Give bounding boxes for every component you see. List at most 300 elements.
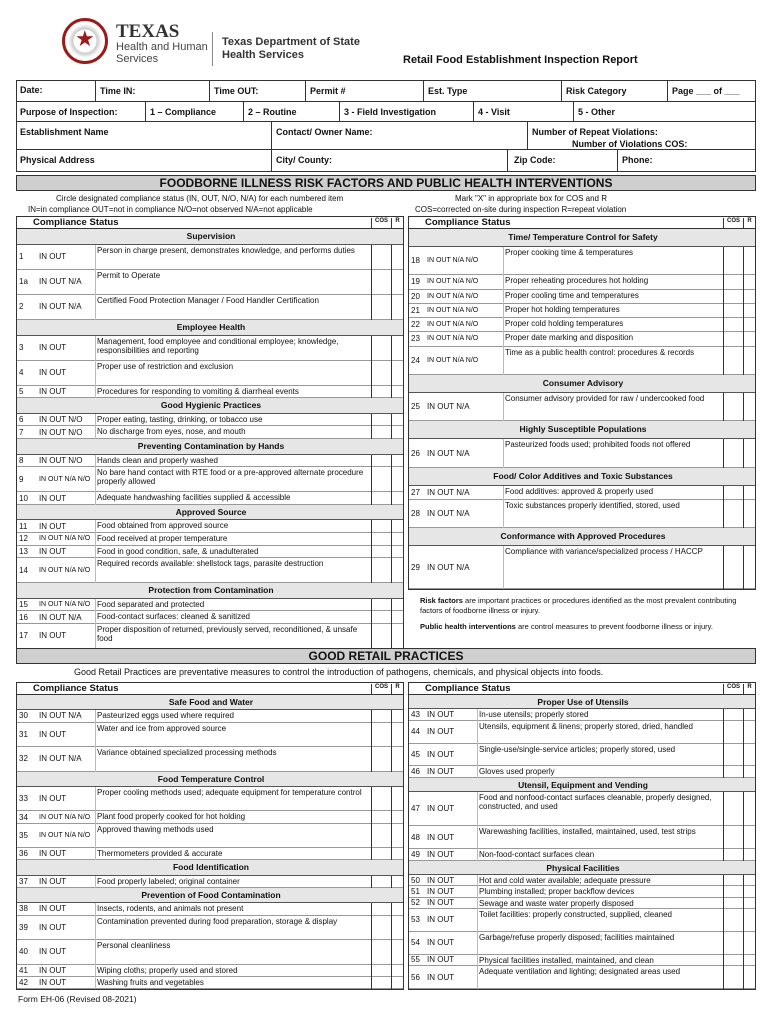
section-heading: Food/ Color Additives and Toxic Substances — [409, 468, 756, 486]
cos-checkbox[interactable] — [723, 966, 743, 989]
status-options[interactable]: IN OUT — [39, 729, 67, 739]
item-row-28 — [409, 500, 756, 529]
cos-checkbox[interactable] — [371, 611, 391, 624]
section-heading: Safe Food and Water — [17, 695, 404, 710]
item-number: 18 — [411, 256, 420, 266]
item-row-26 — [409, 439, 756, 468]
status-options[interactable]: IN OUT N/A — [39, 612, 82, 622]
cos-checkbox[interactable] — [723, 849, 743, 860]
status-options[interactable]: IN OUT N/A — [39, 302, 82, 312]
repeat-checkbox[interactable] — [743, 275, 755, 289]
item-row-6 — [17, 414, 404, 427]
repeat-checkbox[interactable] — [391, 965, 403, 977]
item-row-24 — [409, 347, 756, 376]
physical-address-field[interactable]: Physical Address — [20, 155, 95, 165]
item-description: Adequate handwashing facilities supplied & accessible — [97, 493, 291, 503]
item-row-8 — [17, 455, 404, 468]
logo-divider — [212, 32, 213, 66]
cos-checkbox[interactable] — [371, 386, 391, 399]
repeat-checkbox[interactable] — [391, 811, 403, 823]
repeat-checkbox[interactable] — [743, 875, 755, 886]
status-divider — [477, 932, 478, 955]
repeat-checkbox[interactable] — [391, 824, 403, 849]
item-number: 8 — [19, 455, 24, 465]
repeat-checkbox[interactable] — [743, 546, 755, 589]
item-row-52 — [409, 898, 756, 909]
item-row-10 — [17, 492, 404, 505]
status-options[interactable]: IN OUT N/A — [39, 711, 82, 721]
permit-field[interactable]: Permit # — [310, 86, 346, 96]
repeat-checkbox[interactable] — [743, 290, 755, 304]
repeat-checkbox[interactable] — [743, 849, 755, 860]
repeat-checkbox[interactable] — [391, 533, 403, 546]
compliance-header — [17, 683, 404, 695]
repeat-checkbox[interactable] — [391, 414, 403, 427]
repeat-checkbox[interactable] — [391, 903, 403, 915]
cos-checkbox[interactable] — [371, 965, 391, 977]
item-description: Utensils, equipment & linens; properly stored, dried, handled — [479, 721, 693, 731]
cos-checkbox[interactable] — [723, 500, 743, 529]
status-options[interactable]: IN OUT — [427, 832, 455, 842]
purpose-other[interactable]: 5 - Other — [578, 107, 616, 117]
time-out-field[interactable]: Time OUT: — [214, 86, 259, 96]
item-number: 31 — [19, 729, 28, 739]
cos-checkbox[interactable] — [371, 455, 391, 468]
status-options[interactable]: IN OUT N/A — [427, 402, 470, 412]
repeat-checkbox[interactable] — [743, 393, 755, 422]
item-number: 13 — [19, 546, 28, 556]
cos-checkbox[interactable] — [723, 932, 743, 955]
cos-heading: COS — [371, 218, 391, 229]
repeat-checkbox[interactable] — [391, 977, 403, 989]
status-options[interactable]: IN OUT — [39, 521, 67, 531]
status-options[interactable]: IN OUT — [427, 749, 455, 759]
cos-checkbox[interactable] — [723, 875, 743, 886]
item-number: 19 — [411, 277, 420, 287]
item-number: 36 — [19, 849, 28, 859]
item-row-11 — [17, 520, 404, 533]
item-number: 9 — [19, 474, 24, 484]
status-options[interactable]: IN OUT — [39, 965, 67, 975]
item-row-18 — [409, 247, 756, 276]
repeat-checkbox[interactable] — [391, 624, 403, 649]
r-heading: R — [391, 684, 403, 695]
purpose-routine[interactable]: 2 – Routine — [248, 107, 297, 117]
status-options[interactable]: IN OUT N/A N/O — [427, 292, 479, 300]
repeat-checkbox[interactable] — [391, 492, 403, 505]
status-divider — [95, 295, 96, 320]
status-divider — [95, 611, 96, 624]
cos-checkbox[interactable] — [723, 955, 743, 966]
status-options[interactable]: IN OUT N/O — [39, 455, 83, 465]
item-description: Plumbing installed; proper backflow devices — [479, 887, 635, 897]
cos-checkbox[interactable] — [371, 467, 391, 492]
cos-checkbox[interactable] — [371, 414, 391, 427]
time-in-field[interactable]: Time IN: — [100, 86, 136, 96]
item-description: Food properly labeled; original container — [97, 876, 240, 886]
repeat-checkbox[interactable] — [391, 747, 403, 772]
section-heading: Time/ Temperature Control for Safety — [409, 229, 756, 247]
status-divider — [95, 270, 96, 295]
repeat-checkbox[interactable] — [391, 455, 403, 468]
cos-checkbox[interactable] — [723, 486, 743, 500]
repeat-checkbox[interactable] — [743, 898, 755, 909]
status-divider — [477, 909, 478, 932]
city-county-field[interactable]: City/ County: — [276, 155, 332, 165]
cos-checkbox[interactable] — [723, 393, 743, 422]
status-options[interactable]: IN OUT — [427, 886, 455, 896]
grp-intro: Good Retail Practices are preventative measures to control the introduction of pathogens, chemicals, and physical objects into foods. — [74, 667, 604, 677]
status-options[interactable]: IN OUT N/A N/O — [39, 813, 91, 821]
item-description: Proper reheating procedures hot holding — [505, 276, 649, 286]
repeat-checkbox[interactable] — [391, 295, 403, 320]
repeat-checkbox[interactable] — [391, 426, 403, 439]
repeat-checkbox[interactable] — [391, 270, 403, 295]
repeat-checkbox[interactable] — [743, 318, 755, 332]
item-description: Food separated and protected — [97, 599, 205, 609]
item-description: In-use utensils; properly stored — [479, 710, 589, 720]
status-options[interactable]: IN OUT N/A — [427, 509, 470, 519]
cos-checkbox[interactable] — [371, 599, 391, 612]
status-options[interactable]: IN OUT — [39, 546, 67, 556]
cos-checkbox[interactable] — [723, 721, 743, 744]
repeat-checkbox[interactable] — [391, 611, 403, 624]
status-options[interactable]: IN OUT N/A N/O — [39, 566, 91, 574]
item-description: Food received at proper temperature — [97, 534, 228, 544]
status-divider — [503, 500, 504, 529]
cos-checkbox[interactable] — [723, 275, 743, 289]
repeat-violations-field[interactable]: Number of Repeat Violations: — [532, 127, 658, 137]
repeat-checkbox[interactable] — [391, 723, 403, 748]
status-divider — [95, 426, 96, 439]
cos-checkbox[interactable] — [371, 361, 391, 386]
repeat-checkbox[interactable] — [743, 766, 755, 777]
cos-checkbox[interactable] — [371, 492, 391, 505]
item-row-56 — [409, 966, 756, 989]
status-divider — [95, 386, 96, 399]
status-divider — [95, 916, 96, 941]
item-row-50 — [409, 875, 756, 886]
cos-checkbox[interactable] — [723, 826, 743, 849]
item-number: 23 — [411, 334, 420, 344]
cos-checkbox[interactable] — [723, 886, 743, 897]
item-row-12 — [17, 533, 404, 546]
cos-checkbox[interactable] — [723, 347, 743, 376]
cos-checkbox[interactable] — [371, 558, 391, 583]
texas-seal-icon — [62, 18, 108, 64]
cos-checkbox[interactable] — [723, 332, 743, 346]
section-heading: Conformance with Approved Procedures — [409, 528, 756, 546]
item-number: 22 — [411, 320, 420, 330]
status-options[interactable]: IN OUT N/A N/O — [427, 356, 479, 364]
status-options[interactable]: IN OUT — [427, 767, 455, 777]
item-description: Wiping cloths; properly used and stored — [97, 965, 238, 975]
status-options[interactable]: IN OUT N/A — [427, 487, 470, 497]
status-divider — [95, 245, 96, 270]
repeat-checkbox[interactable] — [743, 347, 755, 376]
cos-checkbox[interactable] — [371, 546, 391, 559]
repeat-checkbox[interactable] — [391, 520, 403, 533]
cos-checkbox[interactable] — [371, 710, 391, 722]
repeat-checkbox[interactable] — [743, 439, 755, 468]
cos-checkbox[interactable] — [371, 787, 391, 812]
cos-checkbox[interactable] — [371, 533, 391, 546]
item-number: 17 — [19, 631, 28, 641]
item-description: Required records available: shellstock tags, parasite destruction — [97, 559, 324, 569]
status-divider — [95, 414, 96, 427]
status-options[interactable]: IN OUT N/A N/O — [427, 257, 479, 265]
cos-checkbox[interactable] — [371, 903, 391, 915]
status-options[interactable]: IN OUT N/A — [427, 562, 470, 572]
status-options[interactable]: IN OUT N/A N/O — [39, 831, 91, 839]
cos-checkbox[interactable] — [371, 624, 391, 649]
cos-checkbox[interactable] — [371, 336, 391, 361]
repeat-checkbox[interactable] — [391, 467, 403, 492]
item-row-19 — [409, 275, 756, 289]
item-row-17 — [17, 624, 404, 649]
item-number: 33 — [19, 794, 28, 804]
item-number: 34 — [19, 812, 28, 822]
repeat-checkbox[interactable] — [743, 500, 755, 529]
repeat-checkbox[interactable] — [391, 558, 403, 583]
repeat-checkbox[interactable] — [743, 304, 755, 318]
repeat-checkbox[interactable] — [743, 955, 755, 966]
repeat-checkbox[interactable] — [743, 486, 755, 500]
item-description: Proper cooling time and temperatures — [505, 290, 639, 300]
status-options[interactable]: IN OUT — [427, 804, 455, 814]
form-number: Form EH-06 (Revised 08-2021) — [18, 994, 137, 1004]
status-divider — [95, 624, 96, 649]
repeat-checkbox[interactable] — [743, 909, 755, 932]
item-row-48 — [409, 826, 756, 849]
logo-dshs: Texas Department of State Health Services — [222, 36, 360, 61]
purpose-visit[interactable]: 4 - Visit — [478, 107, 510, 117]
item-description: Washing fruits and vegetables — [97, 977, 204, 987]
status-options[interactable]: IN OUT — [39, 922, 67, 932]
status-divider — [503, 332, 504, 346]
status-options[interactable]: IN OUT — [39, 977, 67, 987]
risk-category-field[interactable]: Risk Category — [566, 86, 627, 96]
repeat-checkbox[interactable] — [391, 546, 403, 559]
item-row-13 — [17, 546, 404, 559]
status-options[interactable]: IN OUT — [427, 727, 455, 737]
status-divider — [477, 826, 478, 849]
cos-checkbox[interactable] — [723, 439, 743, 468]
status-divider — [95, 876, 96, 888]
item-description: Proper cooking time & temperatures — [505, 247, 634, 257]
cos-checkbox[interactable] — [371, 876, 391, 888]
repeat-checkbox[interactable] — [743, 247, 755, 276]
cos-checkbox[interactable] — [723, 744, 743, 767]
cos-checkbox[interactable] — [371, 426, 391, 439]
status-options[interactable]: IN OUT N/A N/O — [39, 601, 91, 609]
repeat-checkbox[interactable] — [743, 744, 755, 767]
cos-heading: COS — [723, 218, 743, 229]
status-options[interactable]: IN OUT — [427, 709, 455, 719]
repeat-checkbox[interactable] — [743, 792, 755, 826]
status-options[interactable]: IN OUT N/A N/O — [39, 535, 91, 543]
repeat-checkbox[interactable] — [391, 787, 403, 812]
item-number: 1a — [19, 277, 28, 287]
fbi-instruction-2: IN=in compliance OUT=not in compliance N/O=not observed N/A=not applicable — [28, 205, 313, 214]
repeat-checkbox[interactable] — [743, 721, 755, 744]
item-description: Proper disposition of returned, previously served, reconditioned, & unsafe food — [97, 624, 358, 643]
item-number: 52 — [411, 898, 420, 908]
status-options[interactable]: IN OUT N/A — [427, 448, 470, 458]
cos-checkbox[interactable] — [723, 304, 743, 318]
cos-checkbox[interactable] — [723, 909, 743, 932]
status-options[interactable]: IN OUT — [39, 794, 67, 804]
section-heading: Highly Susceptible Populations — [409, 421, 756, 439]
status-options[interactable]: IN OUT — [427, 955, 455, 965]
repeat-checkbox[interactable] — [743, 886, 755, 897]
cos-checkbox[interactable] — [371, 520, 391, 533]
status-options[interactable]: IN OUT — [427, 915, 455, 925]
risk-factors-note: Risk factors are important practices or procedures identified as the most prevalent contributing factors of foodborne illness or injury. — [420, 596, 737, 615]
item-description: Person in charge present, demonstrates knowledge, and performs duties — [97, 245, 355, 255]
fbi-banner: FOODBORNE ILLNESS RISK FACTORS AND PUBLIC HEALTH INTERVENTIONS — [16, 175, 756, 191]
est-type-field[interactable]: Est. Type — [428, 86, 468, 96]
status-options[interactable]: IN OUT — [39, 947, 67, 957]
status-divider — [503, 275, 504, 289]
status-divider — [503, 393, 504, 422]
cos-checkbox[interactable] — [371, 940, 391, 965]
status-options[interactable]: IN OUT — [427, 938, 455, 948]
status-options[interactable]: IN OUT N/O — [39, 415, 83, 425]
purpose-field-investigation[interactable]: 3 - Field Investigation — [344, 107, 437, 117]
item-row-1a — [17, 270, 404, 295]
cos-checkbox[interactable] — [371, 848, 391, 860]
status-options[interactable]: IN OUT — [427, 898, 455, 908]
cos-checkbox[interactable] — [723, 247, 743, 276]
item-description: Certified Food Protection Manager / Food Handler Certification — [97, 295, 319, 305]
cos-checkbox[interactable] — [723, 766, 743, 777]
contact-owner-field[interactable]: Contact/ Owner Name: — [276, 127, 373, 137]
item-row-16 — [17, 611, 404, 624]
repeat-checkbox[interactable] — [743, 966, 755, 989]
repeat-checkbox[interactable] — [391, 361, 403, 386]
item-description: Personal cleanliness — [97, 941, 171, 950]
status-divider — [95, 455, 96, 468]
zip-code-field[interactable]: Zip Code: — [514, 155, 556, 165]
cos-checkbox[interactable] — [371, 747, 391, 772]
establishment-name-field[interactable]: Establishment Name — [20, 127, 109, 137]
repeat-checkbox[interactable] — [391, 386, 403, 399]
status-divider — [503, 439, 504, 468]
status-options[interactable]: IN OUT N/A N/O — [427, 306, 479, 314]
cos-checkbox[interactable] — [371, 245, 391, 270]
item-description: Garbage/refuse properly disposed; facilities maintained — [479, 932, 675, 942]
cos-checkbox[interactable] — [723, 709, 743, 720]
cos-checkbox[interactable] — [723, 290, 743, 304]
cos-violations-field[interactable]: Number of Violations COS: — [572, 139, 688, 149]
status-options[interactable]: IN OUT — [39, 368, 67, 378]
status-options[interactable]: IN OUT — [39, 876, 67, 886]
section-heading: Prevention of Food Contamination — [17, 888, 404, 903]
cos-checkbox[interactable] — [371, 824, 391, 849]
cos-checkbox[interactable] — [371, 270, 391, 295]
item-number: 29 — [411, 562, 420, 572]
purpose-compliance[interactable]: 1 – Compliance — [150, 107, 217, 117]
status-options[interactable]: IN OUT — [39, 849, 67, 859]
repeat-checkbox[interactable] — [391, 710, 403, 722]
status-options[interactable]: IN OUT — [427, 972, 455, 982]
section-heading: Physical Facilities — [409, 861, 756, 875]
status-divider — [95, 546, 96, 559]
status-divider — [477, 766, 478, 777]
repeat-checkbox[interactable] — [743, 826, 755, 849]
repeat-checkbox[interactable] — [743, 932, 755, 955]
repeat-checkbox[interactable] — [391, 245, 403, 270]
status-divider — [477, 886, 478, 897]
status-options[interactable]: IN OUT N/A N/O — [427, 278, 479, 286]
status-options[interactable]: IN OUT — [39, 493, 67, 503]
status-divider — [95, 710, 96, 722]
date-field[interactable]: Date: — [20, 85, 43, 95]
repeat-checkbox[interactable] — [743, 332, 755, 346]
repeat-checkbox[interactable] — [743, 709, 755, 720]
item-number: 51 — [411, 886, 420, 896]
item-description: No bare hand contact with RTE food or a pre-approved alternate procedure properly allowed — [97, 468, 364, 487]
repeat-checkbox[interactable] — [391, 940, 403, 965]
cos-checkbox[interactable] — [723, 318, 743, 332]
repeat-checkbox[interactable] — [391, 916, 403, 941]
item-number: 4 — [19, 368, 24, 378]
status-options[interactable]: IN OUT — [39, 252, 67, 262]
status-options[interactable]: IN OUT N/A — [39, 754, 82, 764]
repeat-checkbox[interactable] — [391, 599, 403, 612]
status-options[interactable]: IN OUT N/A — [39, 277, 82, 287]
status-divider — [477, 721, 478, 744]
item-row-35 — [17, 824, 404, 849]
status-options[interactable]: IN OUT — [39, 631, 67, 641]
item-description: Variance obtained specialized processing methods — [97, 748, 277, 758]
status-options[interactable]: IN OUT — [427, 849, 455, 859]
cos-checkbox[interactable] — [371, 295, 391, 320]
status-options[interactable]: IN OUT N/O — [39, 427, 83, 437]
cos-checkbox[interactable] — [371, 977, 391, 989]
status-options[interactable]: IN OUT N/A N/O — [427, 335, 479, 343]
item-row-14 — [17, 558, 404, 583]
status-options[interactable]: IN OUT N/A N/O — [39, 475, 91, 483]
cos-checkbox[interactable] — [723, 546, 743, 589]
repeat-checkbox[interactable] — [391, 336, 403, 361]
status-options[interactable]: IN OUT — [39, 904, 67, 914]
item-row-1 — [17, 245, 404, 270]
page-field[interactable]: Page ___ of ___ — [672, 86, 740, 96]
cos-checkbox[interactable] — [371, 723, 391, 748]
cos-checkbox[interactable] — [723, 792, 743, 826]
item-row-39 — [17, 916, 404, 941]
repeat-checkbox[interactable] — [391, 848, 403, 860]
item-number: 32 — [19, 754, 28, 764]
cos-checkbox[interactable] — [723, 898, 743, 909]
section-heading: Food Temperature Control — [17, 772, 404, 787]
compliance-status-heading: Compliance Status — [33, 683, 119, 694]
status-divider — [503, 318, 504, 332]
cos-checkbox[interactable] — [371, 811, 391, 823]
item-number: 53 — [411, 915, 420, 925]
status-options[interactable]: IN OUT N/A N/O — [427, 321, 479, 329]
item-row-4 — [17, 361, 404, 386]
cos-checkbox[interactable] — [371, 916, 391, 941]
status-options[interactable]: IN OUT — [39, 386, 67, 396]
item-description: Pasteurized eggs used where required — [97, 711, 234, 721]
status-options[interactable]: IN OUT — [427, 875, 455, 885]
status-options[interactable]: IN OUT — [39, 343, 67, 353]
phone-field[interactable]: Phone: — [622, 155, 653, 165]
repeat-checkbox[interactable] — [391, 876, 403, 888]
